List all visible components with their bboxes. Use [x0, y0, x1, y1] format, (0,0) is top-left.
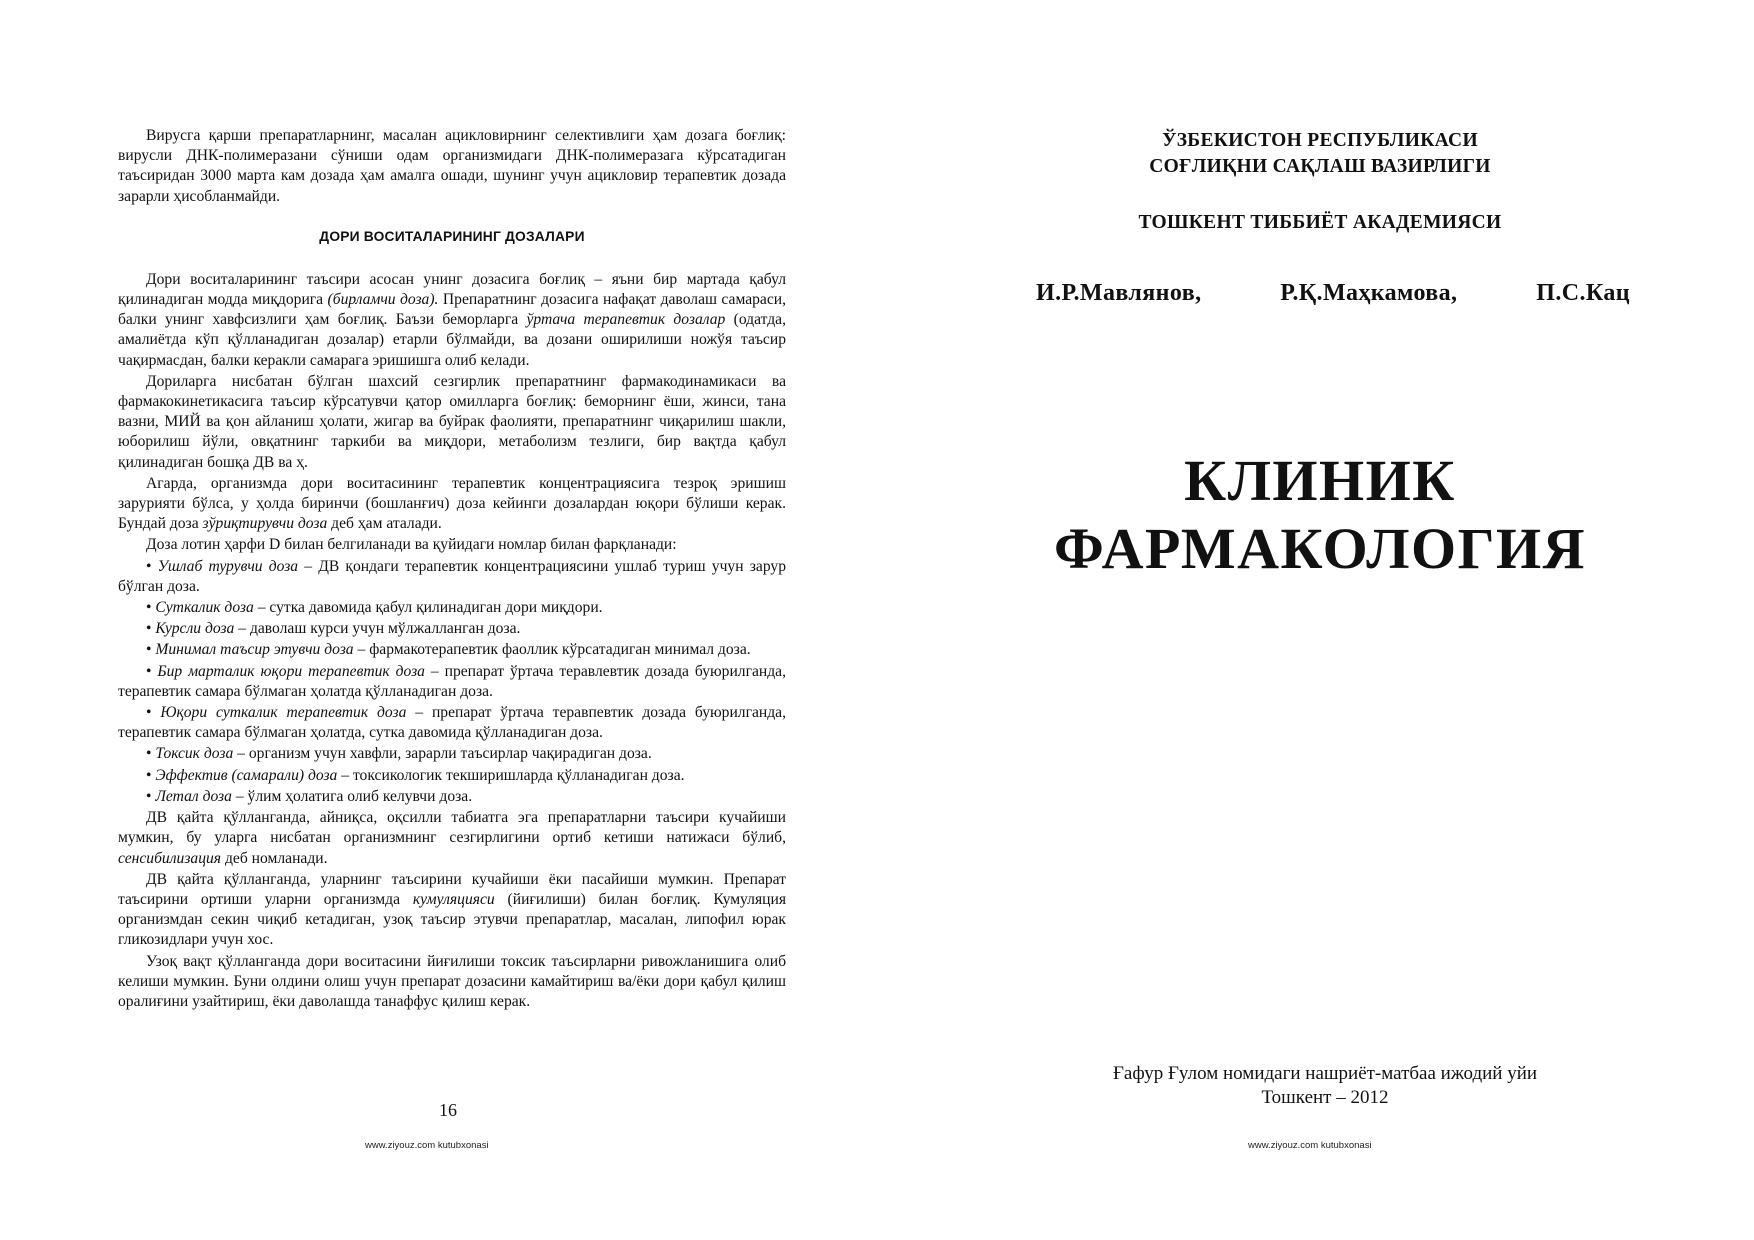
dose-term: Летал доза: [155, 787, 232, 805]
author-name: Р.Қ.Маҳкамова,: [1280, 280, 1458, 306]
term-cumulation: кумуляцияси: [412, 890, 495, 908]
term-average-therapeutic-doses: ўртача терапевтик дозалар: [526, 311, 726, 329]
dose-term: Бир марталик юқори терапевтик доза: [157, 662, 425, 680]
paragraph-dose-definition: [118, 270, 786, 371]
list-item: • Минимал таъсир этувчи доза – фармакотерапевтик фаоллик кўрсатадиган минимал доза.: [146, 641, 751, 659]
dose-description: – даволаш курси учун мўлжалланган доза.: [234, 620, 521, 638]
footer-watermark-left: www.ziyouz.com kutubxonasi: [365, 1140, 489, 1151]
dose-term: Суткалик доза: [155, 599, 254, 617]
dose-term: Эффектив (самарали) доза: [155, 766, 338, 784]
list-item: • Ушлаб турувчи доза – ДВ қондаги терапевтик концентрациясини ушлаб туриш учун зарур бўлган доза.: [118, 557, 786, 595]
paragraph-dose-types-intro: Доза лотин ҳарфи D билан белгиланади ва қуйидаги номлар билан фарқланади:: [146, 536, 677, 554]
dose-description: – фармакотерапевтик фаоллик кўрсатадиган минимал доза.: [353, 641, 751, 659]
dose-description: – препарат ўртача теравлевтик дозада буюрилганда, терапевтик самара бўлмаган ҳолатда қўлланадиган доза.: [118, 662, 786, 700]
dose-term: Курсли доза: [155, 620, 235, 638]
list-item: • Юқори суткалик терапевтик доза – препарат ўртача теравпевтик дозада буюрилганда, терапевтик самара бўлмаган ҳолатда, сутка давомида қўлланадиган доза.: [118, 704, 787, 742]
list-item: • Бир марталик юқори терапевтик доза – препарат ўртача теравлевтик дозада буюрилганда, терапевтик самара бўлмаган ҳолатда қўлланадиган доза.: [118, 662, 786, 700]
text-span: (йиғилиши) билан боғлиқ. Кумуляция организмдан секин чиқиб кетадиган, узоқ таъсир этувчи препаратлар, масалан, липофил юрак гликозидлари учун хос.: [118, 890, 786, 949]
authors-line: [1036, 280, 1630, 307]
book-title-line-1: КЛИНИК: [1184, 448, 1456, 513]
page-number: 16: [439, 1100, 457, 1120]
academy-name: ТОШКЕНТ ТИББИЁТ АКАДЕМИЯСИ: [1138, 212, 1502, 233]
ministry-line-2: СОҒЛИҚНИ САҚЛАШ ВАЗИРЛИГИ: [1149, 156, 1491, 177]
dose-term: Минимал таъсир этувчи доза: [155, 641, 354, 659]
text-span: Препаратнинг дозасига нафақат даволаш самараси, балки унинг хавфсизлиги ҳам боғлиқ. Баъзи беморларга: [118, 291, 787, 329]
text-span: Агарда, организмда дори воситасининг терапевтик концентрациясига тезроқ эришиш зарурияти бўлса, у ҳолда биринчи (бошланғич) доза кейинги дозалардан юқори бўлиши керак. Бундай доза: [118, 474, 786, 533]
publisher-name: Ғафур Ғулом номидаги нашриёт-матбаа ижодий уйи: [1112, 1063, 1538, 1084]
text-span: ДВ қайта қўлланганда, уларнинг таъсирини кучайиши ёки пасайиши мумкин. Препарат таъсирини ортиши уларни организмда: [118, 870, 786, 908]
ministry-line-1: ЎЗБЕКИСТОН РЕСПУБЛИКАСИ: [1162, 130, 1478, 151]
paragraph-sensitivity: Дориларга нисбатан бўлган шахсий сезгирлик препаратнинг фармакодинамикаси ва фармакокинетикасига таъсир кўрсатувчи қатор омилларга боғлиқ: беморнинг ёши, жинси, тана вазни, МИЙ ва қон айланиш ҳолати, жигар ва буйрак фаолияти, препаратнинг чиқарилиш шакли, юборилиш йўли, овқатнинг таркиби ва миқдори, метаболизм тезлиги, бир вақтда қабул қилинадиган бошқа ДВ ва ҳ.: [118, 372, 786, 471]
book-title: [1000, 447, 1640, 583]
dose-term: Токсик доза: [155, 745, 234, 763]
paragraph-sensitization: [118, 808, 786, 869]
author-name: П.С.Кац: [1536, 280, 1630, 306]
list-item: • Эффектив (самарали) доза – токсикологик текширишларда қўлланадиган доза.: [146, 766, 685, 784]
footer-watermark-right: www.ziyouz.com kutubxonasi: [1248, 1140, 1372, 1151]
dose-term: Ушлаб турувчи доза: [157, 557, 299, 575]
text-span: ДВ қайта қўлланганда, айниқса, оқсилли табиатга эга препаратларни таъсири кучайиши мумкин, бу уларга нисбатан организмнинг сезгирлигини ортиб кетиши натижаси бўлиб,: [118, 809, 786, 847]
text-span: (одатда, амалиётда кўп қўлланадиган дозалар) етарли бўлмайди, ва дозани оширилиши ножўя таъсир чақирмасдан, балки керакли самарага эришишга олиб келади.: [118, 311, 786, 369]
paragraph-loading-dose: [118, 474, 786, 535]
dose-description: – организм учун хавфли, зарарли таъсирлар чақирадиган доза.: [233, 745, 652, 763]
dose-description: – сутка давомида қабул қилинадиган дори миқдори.: [253, 599, 603, 617]
dose-description: – ўлим ҳолатига олиб келувчи доза.: [231, 787, 473, 805]
title-page: [1000, 128, 1640, 583]
dose-term: Юқори суткалик терапевтик доза: [160, 704, 407, 722]
list-item: • Летал доза – ўлим ҳолатига олиб келувчи доза.: [146, 787, 473, 805]
term-primary-dose: (бирламчи доза).: [327, 291, 439, 309]
text-span: Дори воситаларининг таъсири асосан унинг дозасига боғлиқ – яъни бир мартада қабул қилинадиган модда миқдорига: [118, 270, 786, 309]
term-sensitization: сенсибилизация: [118, 849, 222, 867]
dose-description: – токсикологик текширишларда қўлланадиган доза.: [337, 766, 685, 784]
dose-type-list: [118, 557, 786, 807]
list-item: • Суткалик доза – сутка давомида қабул қилинадиган дори миқдори.: [146, 599, 603, 617]
left-page: [118, 126, 786, 1013]
dose-description: – препарат ўртача теравпевтик дозада буюрилганда, терапевтик самара бўлмаган ҳолатда, сутка давомида қўлланадиган доза.: [118, 704, 787, 742]
publisher-block: [1030, 1062, 1620, 1110]
author-name: И.Р.Мавлянов,: [1036, 280, 1202, 306]
text-span: деб номланади.: [221, 849, 328, 867]
list-item: • Токсик доза – организм учун хавфли, зарарли таъсирлар чақирадиган доза.: [146, 745, 652, 763]
book-title-line-2: ФАРМАКОЛОГИЯ: [1053, 516, 1587, 581]
term-loading-dose: зўриқтирувчи доза: [202, 515, 328, 533]
list-item: • Курсли доза – даволаш курси учун мўлжалланган доза.: [146, 620, 521, 638]
section-heading: ДОРИ ВОСИТАЛАРИНИНГ ДОЗАЛАРИ: [319, 228, 585, 244]
paragraph-long-term-use: Узоқ вақт қўлланганда дори воситасини йиғилиши токсик таъсирларни ривожланишига олиб келиши мумкин. Буни олдини олиш учун препарат дозасини камайтириш ва/ёки дори қабул қилиш оралиғини узайтириш, ёки даволашда танаффус қилиш керак.: [118, 952, 786, 1010]
dose-description: – ДВ қондаги терапевтик концентрациясини ушлаб туриш учун зарур бўлган доза.: [118, 557, 786, 595]
publication-place-year: Тошкент – 2012: [1261, 1087, 1389, 1108]
paragraph-cumulation: [118, 870, 786, 951]
intro-paragraph: Вирусга қарши препаратларнинг, масалан ацикловирнинг селективлиги ҳам дозага боғлиқ: вирусли ДНК-полимеразани сўниши одам организмидаги ДНК-полимеразага кўрсатадиган таъсиридан 3000 марта кам дозада ҳам амалга ошади, шунинг учун ацикловир терапевтик дозада зарарли ҳисобланмайди.: [118, 127, 786, 205]
text-span: деб ҳам аталади.: [327, 515, 442, 533]
